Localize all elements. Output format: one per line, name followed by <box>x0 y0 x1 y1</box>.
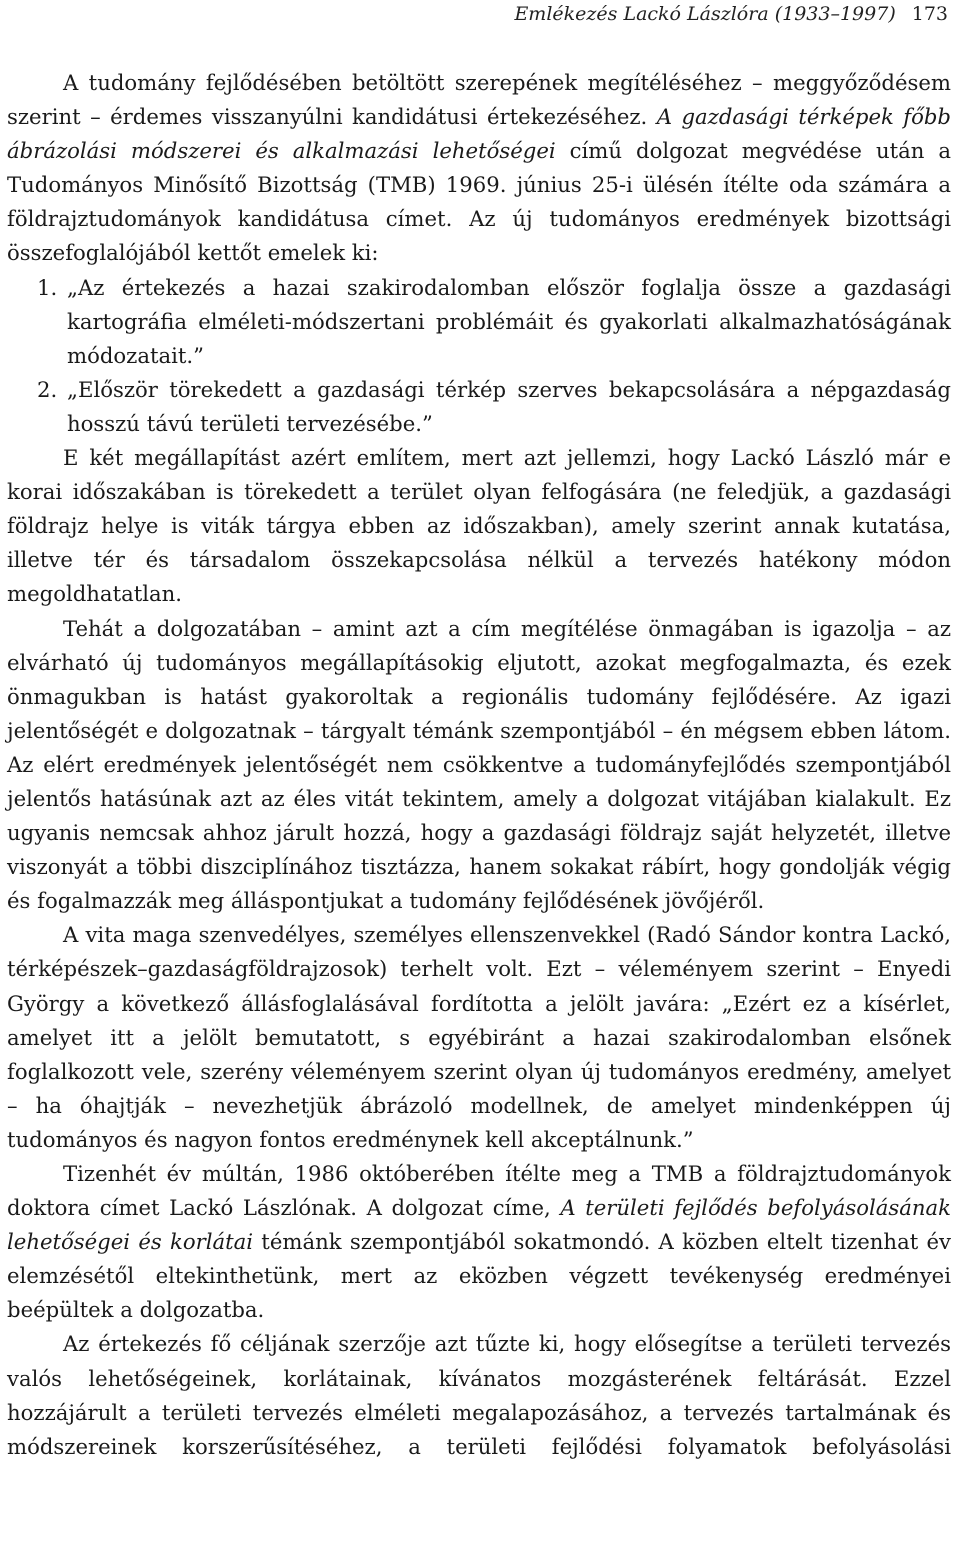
running-header <box>514 2 948 26</box>
running-title: Emlékezés Lackó Lászlóra (1933–1997) <box>514 3 896 25</box>
paragraph-1 <box>7 66 951 271</box>
list-item-1 <box>7 271 951 373</box>
thesis-title: A gazdasági térképek főbb ábrázolási módszerei és alkalmazási lehetőségei <box>7 104 951 164</box>
paragraph-6: Az értekezés fő céljának szerzője azt tűzte ki, hogy elősegítse a területi tervezés valós lehetőségeinek, korlátainak, kívánatos mozgásterének feltárását. Ezzel hozzájárult a területi tervezés elméleti megalapozásához, a tervezés tartalmának és módszereinek korszerűsítéséhez, a területi fejlődési folyamatok befolyásolási <box>7 1331 951 1459</box>
body-text <box>7 66 951 1464</box>
list-text-1: „Az értekezés a hazai szakirodalomban először foglalja össze a gazdasági kartográfia elméleti-módszertani problémáit és gyakorlati alkalmazhatóságának módozatait.” <box>67 274 951 368</box>
paragraph-2: E két megállapítást azért említem, mert azt jellemzi, hogy Lackó László már e korai időszakában is törekedett a terület olyan felfogására (ne feledjük, a gazdasági földrajz helye is viták tárgya ebben az időszakban), amely szerint annak kutatása, illetve tér és társadalom összekapcsolása nélkül a tervezés hatékony módon megoldhatatlan. <box>7 445 951 607</box>
page-number: 173 <box>911 3 948 25</box>
paragraph-5 <box>7 1157 951 1327</box>
paragraph-1-part-a: A tudomány fejlődésében betöltött szerepének megítéléséhez – meggyőződésem szerint – érdemes visszanyúlni kandidátusi értekezéséhez. <box>7 70 951 130</box>
paragraph-4: A vita maga szenvedélyes, személyes ellenszenvekkel (Radó Sándor kontra Lackó, térképészek–gazdaságföldrajzosok) terhelt volt. Ezt – véleményem szerint – Enyedi György a következő állásfoglalásával fordította a jelölt javára: „Ezért ez a kísérlet, amelyet itt a jelölt bemutatott, s egyébiránt a hazai szakirodalomban elsőnek foglalkozott vele, szerény véleményem szerint olyan új tudományos eredmény, amelyet – ha óhajtják – nevezhetjük ábrázoló modellnek, de amelyet mindenképpen új tudományos és nagyon fontos eredménynek kell akceptálnunk.” <box>7 922 951 1152</box>
list-number-1: 1. <box>37 274 58 300</box>
paragraph-3: Tehát a dolgozatában – amint azt a cím megítélése önmagában is igazolja – az elvárható új tudományos megállapításokig eljutott, azokat megfogalmazta, és ezek önmagukban is hatást gyakoroltak a regionális tudomány fejlődésére. Az igazi jelentőségét e dolgozatnak – tárgyalt témánk szempontjából – én mégsem ebben látom. Az elért eredmények jelentőségét nem csökkentve a tudományfejlődés szempontjából jelentős hatásúnak azt az éles vitát tekintem, amely a dolgozat vitájában kialakult. Ez ugyanis nemcsak ahhoz járult hozzá, hogy a gazdasági földrajz saját helyzetét, illetve viszonyát a többi diszciplínához tisztázza, hanem sokakat rábírt, hogy gondolják végig és fogalmazzák meg álláspontjukat a tudomány fejlődésének jövőjéről. <box>7 615 951 914</box>
list-item-2 <box>7 373 951 441</box>
paragraph-5-part-b: témánk szempontjából sokatmondó. A közben eltelt tizenhat év elemzésétől eltekinthetünk, mert az eközben végzett tevékenység eredményei beépültek a dolgozatba. <box>7 1229 951 1323</box>
paragraph-5-part-a: Tizenhét év múltán, 1986 októberében ítélte meg a TMB a földrajztudományok doktora címet Lackó Lászlónak. A dolgozat címe, <box>7 1161 951 1221</box>
paragraph-1-part-b: című dolgozat megvédése után a Tudományos Minősítő Bizottság (TMB) 1969. június 25-i ülésén ítélte oda számára a földrajztudományok kandidátusa címet. Az új tudományos eredmények bizottsági összefoglalójából kettőt emelek ki: <box>7 138 952 266</box>
list-number-2: 2. <box>37 376 58 402</box>
list-text-2: „Először törekedett a gazdasági térkép szerves bekapcsolására a népgazdaság hosszú távú területi tervezésébe.” <box>67 376 951 436</box>
dissertation-title: A területi fejlődés befolyásolásának lehetőségei és korlátai <box>7 1195 951 1255</box>
